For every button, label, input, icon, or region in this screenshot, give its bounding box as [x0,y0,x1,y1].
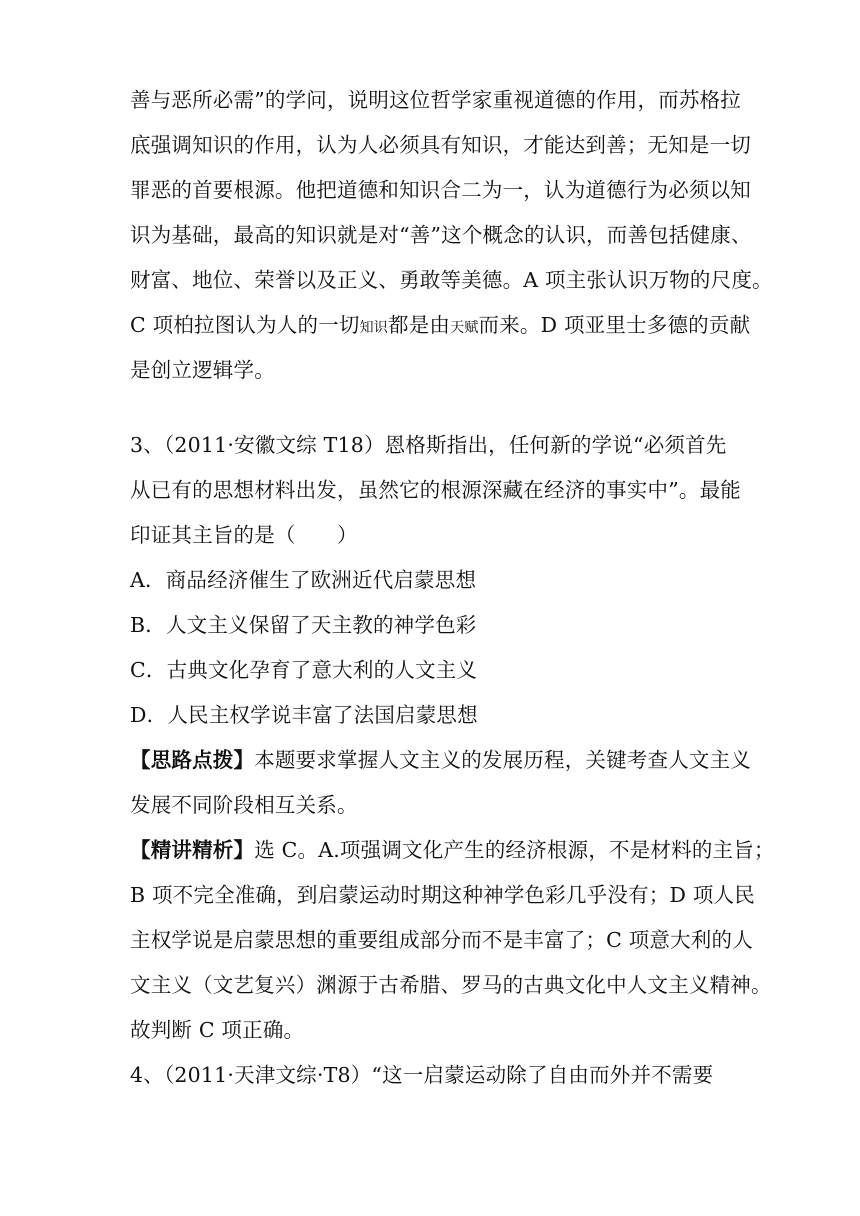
hint-label: 【思路点拨】 [130,748,255,772]
explanation-line-6 [130,310,751,340]
explanation-line-3: 罪恶的首要根源。他把道德和知识合二为一，认为道德行为必须以知 [130,178,751,202]
question-3-stem-line-2: 从已有的思想材料出发，虽然它的根源深藏在经济的事实中”。最能 [130,478,741,502]
explanation-line-2: 底强调知识的作用，认为人必须具有知识，才能达到善；无知是一切 [130,133,751,157]
question-3-analysis-line-1 [130,835,775,865]
question-3-option-c: C．古典文化孕育了意大利的人文主义 [130,658,478,682]
explanation-small-text-knowledge: 知识 [359,320,389,336]
question-3-analysis-line-4: 文主义（文艺复兴）渊源于古希腊、罗马的古典文化中人文主义精神。 [130,973,772,997]
question-3-stem-line-3: 印证其主旨的是（ ） [130,523,358,547]
question-3-stem-line-1: 3、（2011·安徽文综 T18）恩格斯指出，任何新的学说“必须首先 [130,433,727,457]
question-3-analysis-line-2: B 项不完全准确，到启蒙运动时期这种神学色彩几乎没有；D 项人民 [130,883,755,907]
analysis-label: 【精讲精析】 [130,838,255,862]
explanation-line-6-part-a: C 项柏拉图认为人的一切 [130,313,360,337]
explanation-line-5: 财富、地位、荣誉以及正义、勇敢等美德。A 项主张认识万物的尺度。 [130,268,773,292]
question-3-analysis-line-3: 主权学说是启蒙思想的重要组成部分而不是丰富了；C 项意大利的人 [130,928,753,952]
question-3-option-d: D．人民主权学说丰富了法国启蒙思想 [130,703,478,727]
explanation-small-text-innate: 天赋 [450,320,479,336]
explanation-line-7: 是创立逻辑学。 [130,358,275,382]
explanation-line-1: 善与恶所必需”的学问，说明这位哲学家重视道德的作用，而苏格拉 [130,88,741,112]
question-3-hint-line-2: 发展不同阶段相互关系。 [130,793,358,817]
hint-text-1: 本题要求掌握人文主义的发展历程，关键考查人文主义 [254,748,752,772]
question-3-hint-line-1 [130,745,752,775]
explanation-line-6-part-c: 而来。D 项亚里士多德的贡献 [478,313,751,337]
analysis-text-1: 选 C。A.项强调文化产生的经济根源，不是材料的主旨； [254,838,775,862]
question-3-option-a: A．商品经济催生了欧洲近代启蒙思想 [130,568,477,592]
question-3-analysis-line-5: 故判断 C 项正确。 [130,1018,305,1042]
explanation-line-6-part-b: 都是由 [388,313,451,337]
explanation-line-4: 识为基础，最高的知识就是对“善”这个概念的认识，而善包括健康、 [130,223,752,247]
question-4-stem-line-1: 4、（2011·天津文综·T8）“这一启蒙运动除了自由而外并不需要 [130,1063,714,1087]
question-3-option-b: B．人文主义保留了天主教的神学色彩 [130,613,477,637]
